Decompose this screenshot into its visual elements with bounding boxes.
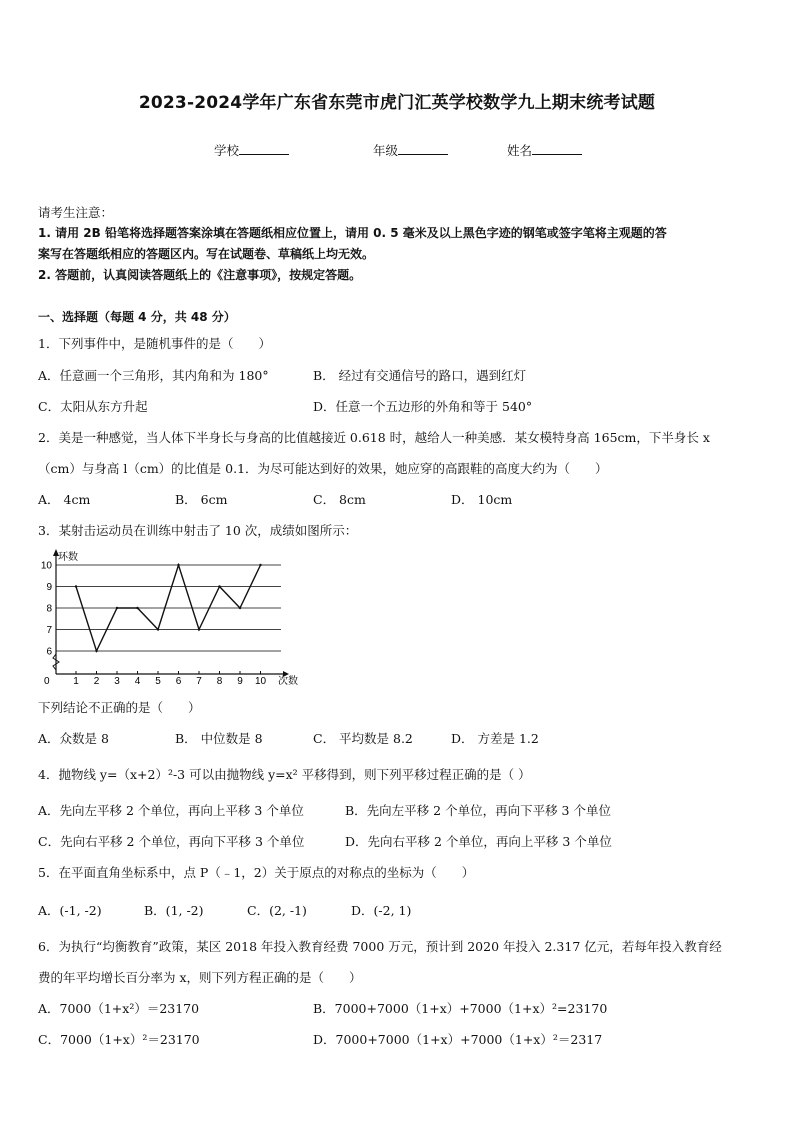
score-point — [239, 607, 241, 609]
question-2-option-a: A． 4cm — [38, 492, 91, 507]
name-blank — [532, 142, 582, 155]
question-4-option-a: A．先向左平移 2 个单位，再向上平移 3 个单位 — [38, 803, 304, 818]
school-label: 学校 — [214, 143, 240, 158]
question-3-option-d: D． 方差是 1.2 — [451, 731, 539, 746]
question-4-option-b: B．先向左平移 2 个单位，再向下平移 3 个单位 — [345, 803, 611, 818]
chart-ticks — [41, 561, 267, 688]
section-heading: 一、选择题（每题 4 分，共 48 分） — [38, 310, 236, 324]
notice-heading: 请考生注意： — [38, 205, 114, 220]
question-1-stem: 1．下列事件中，是随机事件的是（ ） — [38, 336, 271, 351]
x-tick-label: 5 — [155, 676, 161, 687]
chart-x-axis-label: 次数 — [278, 676, 298, 687]
x-tick-label: 1 — [73, 676, 79, 687]
question-2-option-c: C． 8cm — [313, 492, 366, 507]
shooting-score-chart — [36, 546, 306, 691]
question-2-option-d: D． 10cm — [451, 492, 513, 507]
x-tick-label: 7 — [196, 676, 202, 687]
question-6-option-b: B．7000+7000（1+x）+7000（1+x）²=23170 — [313, 1001, 608, 1016]
x-tick-label: 2 — [93, 676, 100, 687]
x-tick-label: 4 — [134, 676, 141, 687]
y-tick-label: 10 — [40, 560, 52, 572]
chart-y-axis-label: 环数 — [58, 552, 78, 563]
x-tick-label: 9 — [237, 676, 243, 687]
score-point — [198, 628, 200, 630]
question-1-option-b: B． 经过有交通信号的路口，遇到红灯 — [313, 368, 527, 383]
question-6-option-d: D．7000+7000（1+x）+7000（1+x）²＝2317 — [313, 1032, 603, 1047]
y-tick-label: 7 — [46, 625, 52, 636]
y-tick-label: 9 — [46, 582, 52, 593]
score-point — [75, 585, 77, 587]
name-field — [507, 141, 582, 159]
question-6-option-a: A．7000（1+x²）＝23170 — [38, 1001, 200, 1016]
question-4-stem: 4．抛物线 y=（x+2）²-3 可以由抛物线 y=x² 平移得到，则下列平移过程正确的是（ ） — [38, 767, 531, 782]
x-tick-label: 8 — [216, 676, 223, 687]
question-3-after: 下列结论不正确的是（ ） — [38, 700, 201, 715]
score-point — [177, 564, 179, 566]
question-6-stem-1: 6．为执行“均衡教育”政策，某区 2018 年投入教育经费 7000 万元，预计到 2020 年投入 2.317 亿元，若每年投入教育经 — [38, 939, 722, 954]
question-6-option-c: C．7000（1+x）²＝23170 — [38, 1032, 200, 1047]
question-1-option-c: C．太阳从东方升起 — [38, 399, 148, 414]
question-2-stem-2: （cm）与身高 l（cm）的比值是 0.1．为尽可能达到好的效果，她应穿的高跟鞋的高度大约为（ ） — [38, 461, 608, 476]
question-2-stem-1: 2．美是一种感觉，当人体下半身长与身高的比值越接近 0.618 时，越给人一种美感．某女模特身高 165cm，下半身长 x — [38, 430, 710, 445]
grade-field — [373, 141, 448, 159]
notice-line-1b: 案写在答题纸相应的答题区内。写在试题卷、草稿纸上均无效。 — [38, 247, 375, 261]
name-label: 姓名 — [507, 143, 533, 158]
school-field — [214, 141, 289, 159]
chart-axes — [53, 549, 289, 677]
page-title: 2023-2024学年广东省东莞市虎门汇英学校数学九上期末统考试题 — [138, 93, 656, 113]
y-tick-label: 8 — [46, 603, 52, 615]
grade-blank — [398, 142, 448, 155]
question-5-stem: 5．在平面直角坐标系中，点 P（﹣1，2）关于原点的对称点的坐标为（ ） — [38, 865, 475, 880]
question-3-option-b: B． 中位数是 8 — [175, 731, 263, 746]
score-point — [259, 564, 261, 566]
score-point — [95, 650, 97, 652]
question-3-option-c: C． 平均数是 8.2 — [313, 731, 413, 746]
score-point — [116, 607, 118, 609]
question-4-option-d: D．先向右平移 2 个单位，再向上平移 3 个单位 — [345, 834, 612, 849]
score-point — [218, 585, 220, 587]
question-4-option-c: C．先向右平移 2 个单位，再向下平移 3 个单位 — [38, 834, 305, 849]
question-1-option-a: A．任意画一个三角形，其内角和为 180° — [38, 368, 269, 383]
question-2-option-b: B． 6cm — [175, 492, 228, 507]
grade-label: 年级 — [373, 143, 399, 158]
question-3-option-a: A．众数是 8 — [38, 731, 109, 746]
question-5-option-c: C．(2, -1) — [247, 903, 307, 918]
question-1-option-d: D．任意一个五边形的外角和等于 540° — [313, 399, 533, 414]
question-6-stem-2: 费的年平均增长百分率为 x，则下列方程正确的是（ ） — [38, 970, 362, 985]
x-tick-label: 10 — [254, 676, 267, 687]
score-point — [136, 607, 138, 609]
question-5-option-a: A．(-1, -2) — [38, 903, 102, 918]
x-tick-label: 6 — [175, 676, 182, 687]
chart-grid — [56, 565, 281, 651]
y-tick-label: 6 — [46, 646, 52, 658]
question-5-option-b: B．(1, -2) — [144, 903, 204, 918]
chart-origin-label: 0 — [44, 676, 50, 687]
x-tick-label: 3 — [114, 676, 120, 687]
question-3-stem: 3．某射击运动员在训练中射击了 10 次，成绩如图所示： — [38, 523, 358, 538]
notice-line-2: 2. 答题前，认真阅读答题纸上的《注意事项》，按规定答题。 — [38, 268, 362, 282]
school-blank — [239, 142, 289, 155]
score-point — [157, 628, 159, 630]
question-5-option-d: D．(-2, 1) — [351, 903, 412, 918]
notice-line-1: 1. 请用 2B 铅笔将选择题答案涂填在答题纸相应位置上，请用 0. 5 毫米及以上黑色字迹的钢笔或签字笔将主观题的答 — [38, 226, 667, 240]
